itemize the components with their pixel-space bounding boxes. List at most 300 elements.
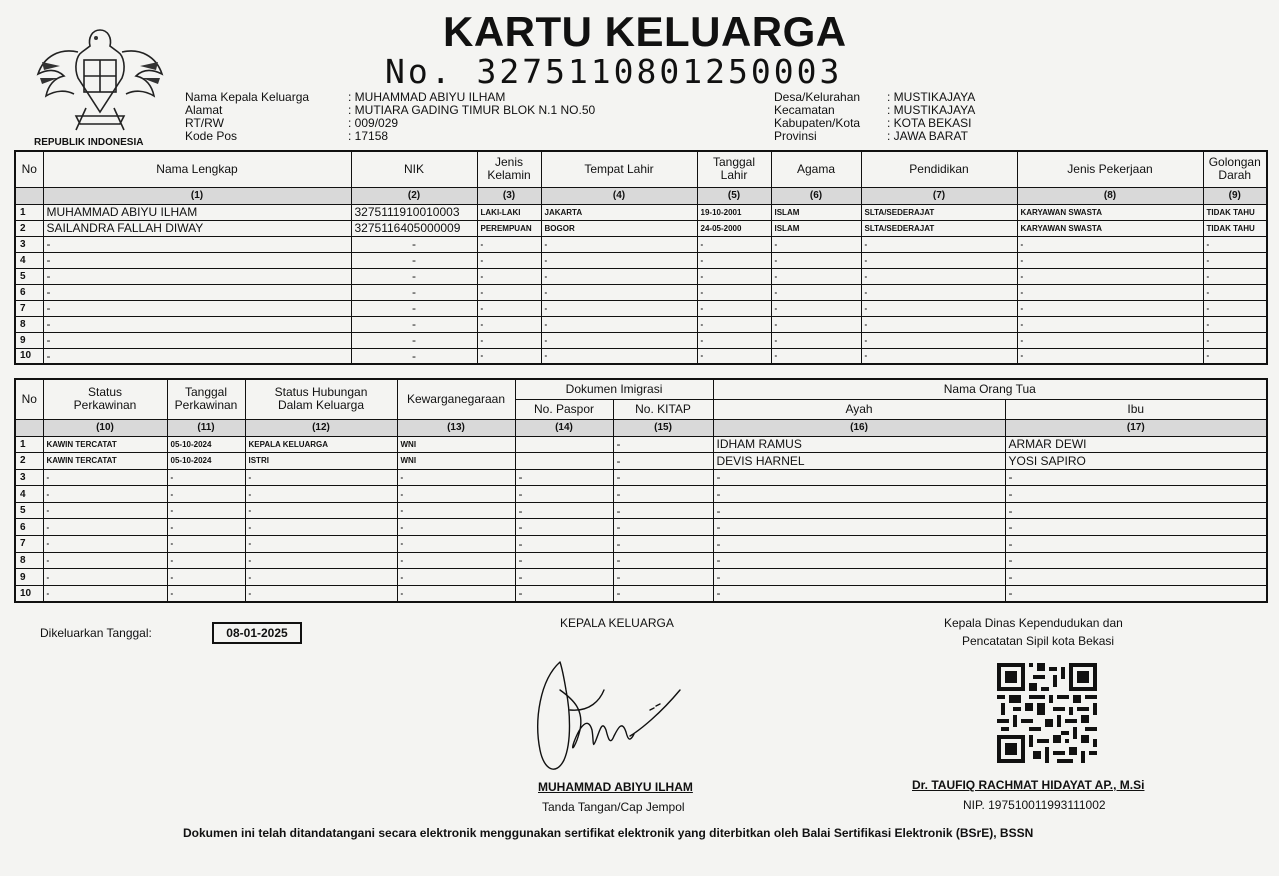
column-number: (3)	[477, 187, 541, 204]
cell-kewarganegaraan: -	[397, 502, 515, 519]
header-line: Status	[87, 385, 123, 400]
header-right-labels	[774, 91, 860, 143]
cell-nik: 3275111910010003	[351, 204, 477, 220]
row-number: 4	[15, 252, 43, 268]
col-header-nama-orang-tua: Nama Orang Tua	[713, 379, 1267, 399]
cell-golongan-darah: TIDAK TAHU	[1203, 204, 1267, 220]
cell-nik: -	[351, 316, 477, 332]
cell-kewarganegaraan: -	[397, 585, 515, 602]
row-number: 6	[15, 284, 43, 300]
cell-status-hubungan: -	[245, 502, 397, 519]
cell-kewarganegaraan: WNI	[397, 453, 515, 470]
cell-tempat-lahir: JAKARTA	[541, 204, 697, 220]
col-header-nik: NIK	[351, 151, 477, 187]
cell-paspor: -	[515, 585, 613, 602]
header-line: Status Hubungan	[274, 385, 368, 400]
header-label: Alamat	[185, 103, 223, 117]
cell-jenis-kelamin: LAKI-LAKI	[477, 204, 541, 220]
cell-jenis-kelamin: -	[477, 316, 541, 332]
cell-tanggal-lahir: 19-10-2001	[697, 204, 771, 220]
cell-golongan-darah: TIDAK TAHU	[1203, 220, 1267, 236]
col-header-status-hubungan	[245, 379, 397, 419]
table-row	[15, 453, 1267, 470]
table-row	[15, 348, 1267, 364]
cell-kitap: -	[613, 536, 713, 553]
cell-ayah: -	[713, 552, 1005, 569]
table-row	[15, 204, 1267, 220]
cell-ayah: DEVIS HARNEL	[713, 453, 1005, 470]
col-header-jenis-kelamin	[477, 151, 541, 187]
cell-status-hubungan: -	[245, 519, 397, 536]
cell-ayah: IDHAM RAMUS	[713, 436, 1005, 453]
cell-jenis-kelamin: -	[477, 332, 541, 348]
cell-nik: -	[351, 284, 477, 300]
cell-status-hubungan: KEPALA KELUARGA	[245, 436, 397, 453]
cell-status-hubungan: -	[245, 536, 397, 553]
cell-tanggal-perkawinan: 05-10-2024	[167, 436, 245, 453]
cell-nama: SAILANDRA FALLAH DIWAY	[43, 220, 351, 236]
row-number: 8	[15, 316, 43, 332]
cell-ayah: -	[713, 536, 1005, 553]
col-header-tanggal-lahir	[697, 151, 771, 187]
table-row	[15, 569, 1267, 586]
cell-paspor: -	[515, 486, 613, 503]
cell-pekerjaan: KARYAWAN SWASTA	[1017, 204, 1203, 220]
header-line: Darah	[1218, 168, 1252, 183]
cell-nama: -	[43, 284, 351, 300]
row-number: 10	[15, 585, 43, 602]
column-number	[15, 187, 43, 204]
row-number: 5	[15, 268, 43, 284]
header-label: Kabupaten/Kota	[774, 116, 861, 130]
row-number: 2	[15, 220, 43, 236]
cell-status-perkawinan: -	[43, 585, 167, 602]
table-row	[15, 220, 1267, 236]
cell-paspor: -	[515, 502, 613, 519]
cell-kitap: -	[613, 552, 713, 569]
cell-golongan-darah: -	[1203, 300, 1267, 316]
col-header-tanggal-perkawinan	[167, 379, 245, 419]
cell-nama: -	[43, 236, 351, 252]
cell-status-perkawinan: -	[43, 486, 167, 503]
row-number: 3	[15, 236, 43, 252]
row-number: 1	[15, 204, 43, 220]
cell-nama: -	[43, 252, 351, 268]
official-name: Dr. TAUFIQ RACHMAT HIDAYAT AP., M.Si	[912, 778, 1145, 792]
table-row	[15, 236, 1267, 252]
cell-tempat-lahir: -	[541, 252, 697, 268]
cell-tanggal-lahir: -	[697, 348, 771, 364]
cell-jenis-kelamin: -	[477, 268, 541, 284]
table-row	[15, 300, 1267, 316]
col-header-dokumen-imigrasi: Dokumen Imigrasi	[515, 379, 713, 399]
table-row	[15, 436, 1267, 453]
cell-pekerjaan: -	[1017, 268, 1203, 284]
cell-pendidikan: -	[861, 316, 1017, 332]
cell-golongan-darah: -	[1203, 236, 1267, 252]
header-value: : 009/029	[348, 116, 399, 130]
cell-paspor: -	[515, 552, 613, 569]
cell-kitap: -	[613, 469, 713, 486]
col-header-paspor: No. Paspor	[515, 399, 613, 419]
header-line: Dalam Keluarga	[277, 398, 365, 413]
cell-tanggal-lahir: -	[697, 236, 771, 252]
col-header-kitap: No. KITAP	[613, 399, 713, 419]
header-left-labels	[185, 91, 309, 143]
col-header-tempat-lahir: Tempat Lahir	[541, 151, 697, 187]
cell-kewarganegaraan: -	[397, 519, 515, 536]
table-row	[15, 502, 1267, 519]
column-number: (12)	[245, 419, 397, 436]
header-label: Kecamatan	[774, 103, 835, 117]
cell-kitap: -	[613, 569, 713, 586]
cell-status-perkawinan: -	[43, 502, 167, 519]
column-number: (8)	[1017, 187, 1203, 204]
cell-kewarganegaraan: WNI	[397, 436, 515, 453]
column-number: (5)	[697, 187, 771, 204]
header-label: RT/RW	[185, 116, 224, 130]
row-number: 4	[15, 486, 43, 503]
cell-ibu: -	[1005, 519, 1267, 536]
cell-pendidikan: -	[861, 332, 1017, 348]
cell-tempat-lahir: -	[541, 332, 697, 348]
cell-nama: -	[43, 268, 351, 284]
cell-tanggal-perkawinan: -	[167, 536, 245, 553]
cell-status-hubungan: -	[245, 585, 397, 602]
header-label: Nama Kepala Keluarga	[185, 90, 310, 104]
cell-pendidikan: -	[861, 300, 1017, 316]
column-number: (2)	[351, 187, 477, 204]
table-row	[15, 519, 1267, 536]
cell-tempat-lahir: -	[541, 284, 697, 300]
header-line: Perkawinan	[174, 398, 238, 413]
cell-tanggal-lahir: -	[697, 284, 771, 300]
cell-tanggal-perkawinan: -	[167, 469, 245, 486]
cell-ayah: -	[713, 569, 1005, 586]
document-number: No. 3275110801250003	[385, 52, 843, 91]
table-row	[15, 552, 1267, 569]
col-header-pekerjaan: Jenis Pekerjaan	[1017, 151, 1203, 187]
cell-pendidikan: -	[861, 284, 1017, 300]
cell-status-hubungan: -	[245, 569, 397, 586]
col-header-no: No	[15, 379, 43, 419]
column-number: (13)	[397, 419, 515, 436]
qr-code-icon	[997, 663, 1097, 763]
header-right-values	[887, 91, 975, 143]
cell-tanggal-perkawinan: -	[167, 486, 245, 503]
col-header-status-perkawinan	[43, 379, 167, 419]
column-number: (9)	[1203, 187, 1267, 204]
col-header-ibu: Ibu	[1005, 399, 1267, 419]
cell-paspor	[515, 436, 613, 453]
table-row	[15, 268, 1267, 284]
col-header-golongan-darah	[1203, 151, 1267, 187]
cell-jenis-kelamin: -	[477, 236, 541, 252]
table-row	[15, 284, 1267, 300]
header-value: : MUTIARA GADING TIMUR BLOK N.1 NO.50	[348, 103, 596, 117]
cell-ibu: -	[1005, 469, 1267, 486]
cell-paspor: -	[515, 469, 613, 486]
kepala-keluarga-label: KEPALA KELUARGA	[560, 616, 674, 630]
header-line: Perkawinan	[73, 398, 137, 413]
cell-golongan-darah: -	[1203, 348, 1267, 364]
cell-kitap: -	[613, 519, 713, 536]
cell-kitap: -	[613, 585, 713, 602]
column-number: (17)	[1005, 419, 1267, 436]
cell-tanggal-lahir: -	[697, 268, 771, 284]
header-value: : JAWA BARAT	[887, 129, 968, 143]
table-row	[15, 332, 1267, 348]
cell-tempat-lahir: -	[541, 236, 697, 252]
cell-tempat-lahir: BOGOR	[541, 220, 697, 236]
cell-tanggal-perkawinan: 05-10-2024	[167, 453, 245, 470]
cell-agama: ISLAM	[771, 220, 861, 236]
cell-jenis-kelamin: PEREMPUAN	[477, 220, 541, 236]
cell-pekerjaan: -	[1017, 252, 1203, 268]
issued-date-label: Dikeluarkan Tanggal:	[40, 626, 152, 640]
cell-status-hubungan: -	[245, 469, 397, 486]
cell-status-perkawinan: -	[43, 519, 167, 536]
cell-status-perkawinan: -	[43, 569, 167, 586]
cell-pekerjaan: -	[1017, 316, 1203, 332]
table-row	[15, 316, 1267, 332]
header-label: Kode Pos	[185, 129, 238, 143]
cell-kitap: -	[613, 453, 713, 470]
cell-ibu: ARMAR DEWI	[1005, 436, 1267, 453]
cell-tanggal-perkawinan: -	[167, 552, 245, 569]
cell-jenis-kelamin: -	[477, 252, 541, 268]
column-number-row	[15, 187, 1267, 204]
cell-ibu: -	[1005, 502, 1267, 519]
header-line: Kelamin	[487, 168, 531, 183]
header-value: : MUSTIKAJAYA	[887, 90, 976, 104]
table-row	[15, 469, 1267, 486]
cell-tempat-lahir: -	[541, 268, 697, 284]
cell-pekerjaan: KARYAWAN SWASTA	[1017, 220, 1203, 236]
cell-nik: -	[351, 268, 477, 284]
cell-golongan-darah: -	[1203, 268, 1267, 284]
header-value: : 17158	[348, 129, 389, 143]
cell-tempat-lahir: -	[541, 300, 697, 316]
cell-pendidikan: -	[861, 236, 1017, 252]
row-number: 8	[15, 552, 43, 569]
cell-ibu: -	[1005, 585, 1267, 602]
col-header-nama: Nama Lengkap	[43, 151, 351, 187]
cell-tanggal-perkawinan: -	[167, 502, 245, 519]
cell-paspor: -	[515, 519, 613, 536]
cell-ibu: -	[1005, 569, 1267, 586]
table-header-row	[15, 379, 1267, 399]
cell-agama: -	[771, 284, 861, 300]
cell-paspor: -	[515, 569, 613, 586]
row-number: 9	[15, 332, 43, 348]
cell-pekerjaan: -	[1017, 236, 1203, 252]
cell-nik: -	[351, 300, 477, 316]
cell-golongan-darah: -	[1203, 316, 1267, 332]
cell-tanggal-lahir: 24-05-2000	[697, 220, 771, 236]
header-line: Golongan	[1208, 155, 1261, 170]
cell-jenis-kelamin: -	[477, 300, 541, 316]
cell-golongan-darah: -	[1203, 284, 1267, 300]
cell-ayah: -	[713, 502, 1005, 519]
cell-nama: -	[43, 300, 351, 316]
cell-ayah: -	[713, 585, 1005, 602]
cell-agama: -	[771, 236, 861, 252]
cell-pendidikan: SLTA/SEDERAJAT	[861, 204, 1017, 220]
cell-agama: -	[771, 268, 861, 284]
cell-tempat-lahir: -	[541, 316, 697, 332]
cell-kitap: -	[613, 436, 713, 453]
row-number: 5	[15, 502, 43, 519]
col-header-ayah: Ayah	[713, 399, 1005, 419]
column-number	[15, 419, 43, 436]
cell-status-hubungan: -	[245, 486, 397, 503]
cell-tanggal-perkawinan: -	[167, 519, 245, 536]
cell-ibu: YOSI SAPIRO	[1005, 453, 1267, 470]
column-number: (15)	[613, 419, 713, 436]
header-line: Jenis	[494, 155, 523, 170]
cell-kewarganegaraan: -	[397, 552, 515, 569]
handwritten-signature-icon	[530, 650, 690, 780]
cell-tanggal-lahir: -	[697, 300, 771, 316]
cell-agama: -	[771, 332, 861, 348]
col-header-agama: Agama	[771, 151, 861, 187]
cell-pekerjaan: -	[1017, 348, 1203, 364]
table-row	[15, 486, 1267, 503]
signer-caption: Tanda Tangan/Cap Jempol	[542, 800, 685, 814]
official-nip: NIP. 197510011993111002	[963, 798, 1106, 812]
cell-kitap: -	[613, 486, 713, 503]
row-number: 9	[15, 569, 43, 586]
cell-agama: -	[771, 300, 861, 316]
cell-ayah: -	[713, 519, 1005, 536]
cell-jenis-kelamin: -	[477, 348, 541, 364]
cell-nik: -	[351, 348, 477, 364]
column-number: (1)	[43, 187, 351, 204]
cell-nik: 3275116405000009	[351, 220, 477, 236]
garuda-emblem-icon	[30, 12, 170, 150]
electronic-signature-disclaimer: Dokumen ini telah ditandatangani secara elektronik menggunakan sertifikat elektronik yang diterbitkan oleh Balai Sertifikasi Elektronik (BSrE), BSSN	[183, 826, 1034, 840]
cell-status-hubungan: -	[245, 552, 397, 569]
header-value: : MUSTIKAJAYA	[887, 103, 976, 117]
row-number: 10	[15, 348, 43, 364]
cell-pendidikan: -	[861, 268, 1017, 284]
cell-golongan-darah: -	[1203, 332, 1267, 348]
cell-kewarganegaraan: -	[397, 569, 515, 586]
cell-pendidikan: -	[861, 348, 1017, 364]
cell-nama: -	[43, 348, 351, 364]
column-number-row	[15, 419, 1267, 436]
table-header-row	[15, 151, 1267, 187]
cell-tanggal-lahir: -	[697, 332, 771, 348]
cell-paspor	[515, 453, 613, 470]
cell-ayah: -	[713, 469, 1005, 486]
col-header-kewarganegaraan: Kewarganegaraan	[397, 379, 515, 419]
header-label: Desa/Kelurahan	[774, 90, 861, 104]
cell-nik: -	[351, 252, 477, 268]
row-number: 7	[15, 300, 43, 316]
cell-status-perkawinan: -	[43, 469, 167, 486]
cell-pekerjaan: -	[1017, 332, 1203, 348]
row-number: 2	[15, 453, 43, 470]
row-number: 1	[15, 436, 43, 453]
cell-nama: -	[43, 316, 351, 332]
header-line: Tanggal	[184, 385, 228, 400]
header-label: Provinsi	[774, 129, 817, 143]
cell-ibu: -	[1005, 486, 1267, 503]
column-number: (7)	[861, 187, 1017, 204]
header-left-values	[348, 91, 595, 143]
cell-ayah: -	[713, 486, 1005, 503]
cell-ibu: -	[1005, 552, 1267, 569]
column-number: (11)	[167, 419, 245, 436]
cell-golongan-darah: -	[1203, 252, 1267, 268]
cell-status-hubungan: ISTRI	[245, 453, 397, 470]
cell-pendidikan: SLTA/SEDERAJAT	[861, 220, 1017, 236]
cell-paspor: -	[515, 536, 613, 553]
cell-agama: ISLAM	[771, 204, 861, 220]
column-number: (14)	[515, 419, 613, 436]
signer-name: MUHAMMAD ABIYU ILHAM	[538, 780, 693, 794]
row-number: 7	[15, 536, 43, 553]
column-number: (10)	[43, 419, 167, 436]
row-number: 6	[15, 519, 43, 536]
cell-jenis-kelamin: -	[477, 284, 541, 300]
header-line: Lahir	[720, 168, 748, 183]
cell-status-perkawinan: -	[43, 536, 167, 553]
cell-agama: -	[771, 252, 861, 268]
office-title-line1: Kepala Dinas Kependudukan dan	[944, 616, 1123, 630]
cell-nik: -	[351, 332, 477, 348]
col-header-pendidikan: Pendidikan	[861, 151, 1017, 187]
column-number: (4)	[541, 187, 697, 204]
family-members-table	[14, 150, 1268, 365]
cell-agama: -	[771, 316, 861, 332]
column-number: (16)	[713, 419, 1005, 436]
cell-pendidikan: -	[861, 252, 1017, 268]
table-row	[15, 585, 1267, 602]
emblem-label: REPUBLIK INDONESIA	[34, 137, 144, 148]
cell-tanggal-lahir: -	[697, 252, 771, 268]
cell-nama: -	[43, 332, 351, 348]
cell-tanggal-perkawinan: -	[167, 585, 245, 602]
cell-nama: MUHAMMAD ABIYU ILHAM	[43, 204, 351, 220]
cell-status-perkawinan: KAWIN TERCATAT	[43, 436, 167, 453]
cell-pekerjaan: -	[1017, 300, 1203, 316]
family-status-table	[14, 378, 1268, 603]
header-value: : KOTA BEKASI	[887, 116, 972, 130]
col-header-no: No	[15, 151, 43, 187]
header-value: : MUHAMMAD ABIYU ILHAM	[348, 90, 506, 104]
cell-status-perkawinan: KAWIN TERCATAT	[43, 453, 167, 470]
row-number: 3	[15, 469, 43, 486]
cell-pekerjaan: -	[1017, 284, 1203, 300]
cell-ibu: -	[1005, 536, 1267, 553]
cell-kewarganegaraan: -	[397, 536, 515, 553]
header-line: Tanggal	[712, 155, 756, 170]
cell-nik: -	[351, 236, 477, 252]
cell-tempat-lahir: -	[541, 348, 697, 364]
office-title-line2: Pencatatan Sipil kota Bekasi	[962, 634, 1115, 648]
cell-agama: -	[771, 348, 861, 364]
column-number: (6)	[771, 187, 861, 204]
issued-date-box: 08-01-2025	[212, 622, 302, 644]
cell-status-perkawinan: -	[43, 552, 167, 569]
cell-tanggal-perkawinan: -	[167, 569, 245, 586]
cell-kewarganegaraan: -	[397, 469, 515, 486]
cell-tanggal-lahir: -	[697, 316, 771, 332]
cell-kitap: -	[613, 502, 713, 519]
